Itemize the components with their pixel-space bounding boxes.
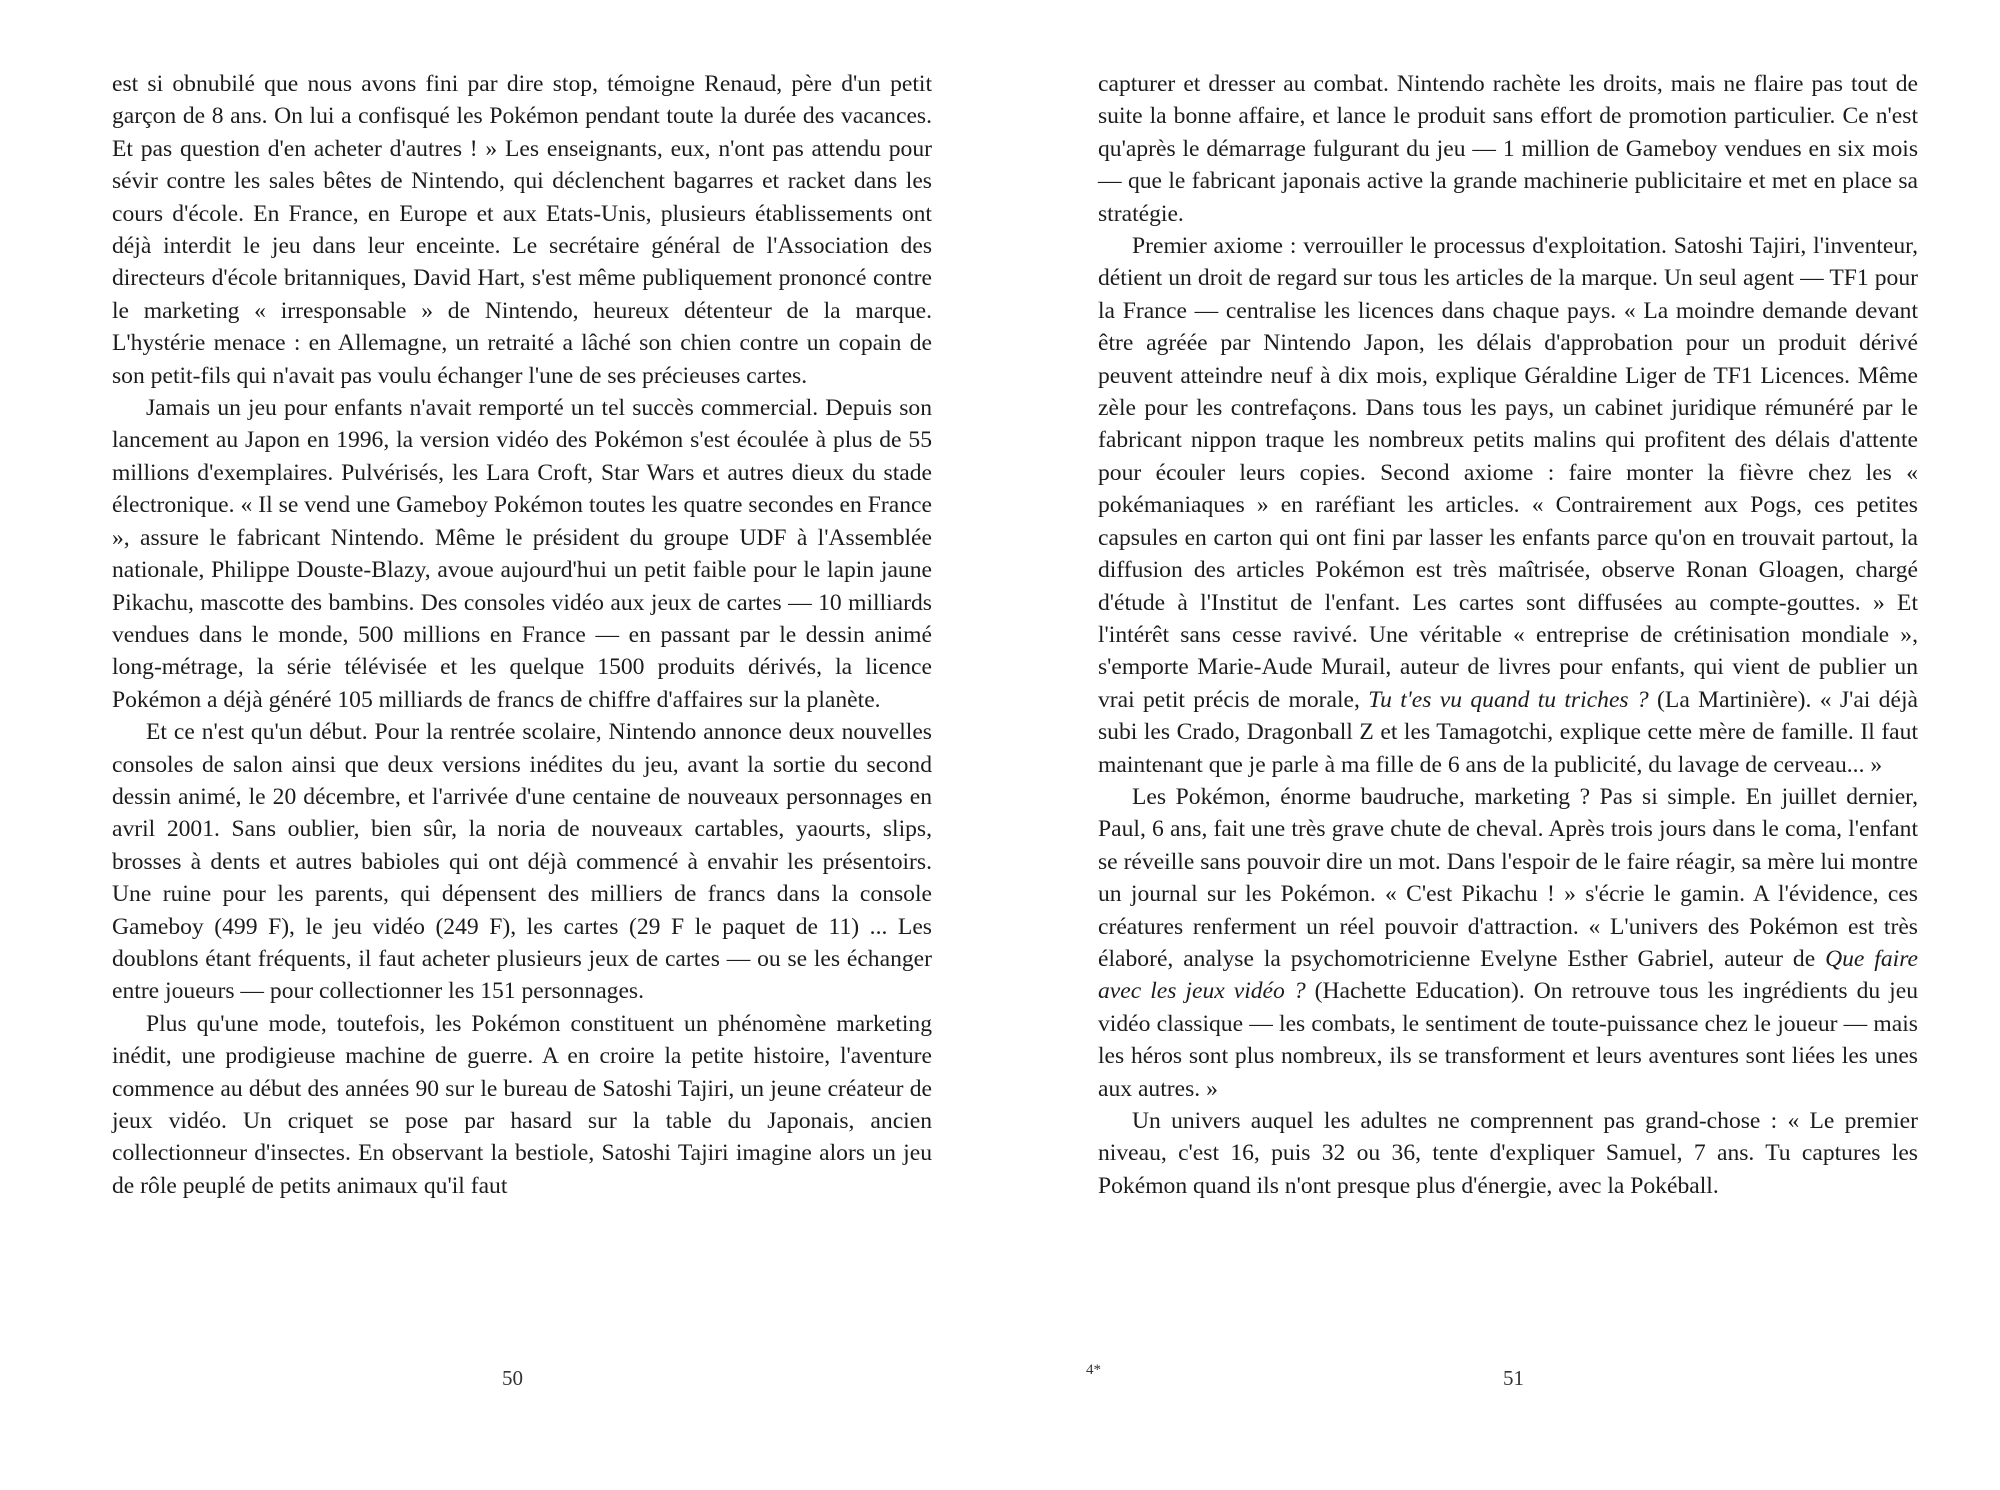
paragraph: [112, 68, 932, 392]
signature-mark: 4*: [1086, 1362, 1101, 1378]
book-title: Tu t'es vu quand tu triches ?: [1368, 686, 1649, 713]
text-run: est si obnubilé que nous avons fini par dire stop, témoigne Renaud, père d'un petit garçon de 8 ans. On lui a confisqué les Pokémon pendant toute la durée des vacances. Et pas question d'en acheter d'autres ! » Les enseignants, eux, n'ont pas attendu pour sévir contre les sales bêtes de Nintendo, qui déclenchent bagarres et racket dans les cours d'école. En France, en Europe et aux Etats-Unis, plusieurs établissements ont déjà interdit le jeu dans leur enceinte. Le secrétaire général de l'Association des directeurs d'école britanniques, David Hart, s'est même publiquement prononcé contre le marketing « irresponsable » de Nintendo, heureux détenteur de la marque. L'hystérie menace : en Allemagne, un retraité a lâché son chien contre un copain de son petit-fils qui n'avait pas voulu échanger l'une de ses précieuses cartes.: [112, 71, 932, 389]
paragraph: [112, 392, 932, 716]
text-run: Premier axiome : verrouiller le processus d'exploitation. Satoshi Tajiri, l'inventeur, détient un droit de regard sur tous les articles de la marque. Un seul agent — TF1 pour la France — centralise les licences dans chaque pays. « La moindre demande devant être agréée par Nintendo Japon, les délais d'approbation pour un produit dérivé peuvent atteindre neuf à dix mois, explique Géraldine Liger de TF1 Licences. Même zèle pour les contrefaçons. Dans tous les pays, un cabinet juridique rémunéré par le fabricant nippon traque les nombreux petits malins qui profitent des délais d'attente pour écouler leurs copies. Second axiome : faire monter la fièvre chez les « pokémaniaques » en raréfiant les articles. « Contrairement aux Pogs, ces petites capsules en carton qui ont fini par lasser les enfants parce qu'on en trouvait partout, la diffusion des articles Pokémon est très maîtrisée, observe Ronan Gloagen, chargé d'étude à l'Institut de l'enfant. Les cartes sont diffusées au compte-gouttes. » Et l'intérêt sans cesse ravivé. Une véritable « entreprise de crétinisation mondiale », s'emporte Marie-Aude Murail, auteur de livres pour enfants, qui vient de publier un vrai petit précis de morale,: [1098, 233, 1918, 713]
text-run: (La Martinière). « J'ai déjà subi les Crado, Dragonball Z et les Tamagotchi, explique cette mère de famille. Il faut maintenant que je parle à ma fille de 6 ans de la publicité, du lavage de cerveau... »: [1098, 686, 1918, 778]
text-run: Plus qu'une mode, toutefois, les Pokémon constituent un phénomène marketing inédit, une prodigieuse machine de guerre. A en croire la petite histoire, l'aventure commence au début des années 90 sur le bureau de Satoshi Tajiri, un jeune créateur de jeux vidéo. Un criquet se pose par hasard sur la table du Japonais, ancien collectionneur d'insectes. En observant la bestiole, Satoshi Tajiri imagine alors un jeu de rôle peuplé de petits animaux qu'il faut: [112, 1010, 932, 1199]
paragraph: [1098, 1105, 1918, 1202]
text-run: Un univers auquel les adultes ne comprennent pas grand-chose : « Le premier niveau, c'est 16, puis 32 ou 36, tente d'expliquer Samuel, 7 ans. Tu captures les Pokémon quand ils n'ont presque plus d'énergie, avec la Pokéball.: [1098, 1108, 1918, 1199]
paragraph: [1098, 68, 1918, 230]
right-page-number: 51: [1503, 1366, 1524, 1390]
paragraph: [112, 1008, 932, 1202]
text-run: Les Pokémon, énorme baudruche, marketing ? Pas si simple. En juillet dernier, Paul, 6 ans, fait une très grave chute de cheval. Après trois jours dans le coma, l'enfant se réveille sans pouvoir dire un mot. Dans l'espoir de le faire réagir, sa mère lui montre un journal sur les Pokémon. « C'est Pikachu ! » s'écrie le gamin. A l'évidence, ces créatures renferment un réel pouvoir d'attraction. « L'univers des Pokémon est très élaboré, analyse la psychomotricienne Evelyne Esther Gabriel, auteur de: [1098, 783, 1918, 972]
right-page-text: [1098, 68, 1918, 1202]
paragraph: [1098, 230, 1918, 781]
left-page-text: [112, 68, 932, 1202]
paragraph: [1098, 781, 1918, 1105]
paragraph: [112, 716, 932, 1008]
left-page-number: 50: [502, 1366, 523, 1390]
text-run: Et ce n'est qu'un début. Pour la rentrée scolaire, Nintendo annonce deux nouvelles consoles de salon ainsi que deux versions inédites du jeu, avant la sortie du second dessin animé, le 20 décembre, et l'arrivée d'une centaine de nouveaux personnages en avril 2001. Sans oublier, bien sûr, la noria de nouveaux cartables, yaourts, slips, brosses à dents et autres babioles qui ont déjà commencé à envahir les présentoirs. Une ruine pour les parents, qui dépensent des milliers de francs dans la console Gameboy (499 F), le jeu vidéo (249 F), les cartes (29 F le paquet de 11) ... Les doublons étant fréquents, il faut acheter plusieurs jeux de cartes — ou se les échanger entre joueurs — pour collectionner les 151 personnages.: [112, 719, 932, 1005]
text-run: Jamais un jeu pour enfants n'avait remporté un tel succès commercial. Depuis son lancement au Japon en 1996, la version vidéo des Pokémon s'est écoulée à plus de 55 millions d'exemplaires. Pulvérisés, les Lara Croft, Star Wars et autres dieux du stade électronique. « Il se vend une Gameboy Pokémon toutes les quatre secondes en France », assure le fabricant Nintendo. Même le président du groupe UDF à l'Assemblée nationale, Philippe Douste-Blazy, avoue aujourd'hui un petit faible pour le lapin jaune Pikachu, mascotte des bambins. Des consoles vidéo aux jeux de cartes — 10 milliards vendues dans le monde, 500 millions en France — en passant par le dessin animé long-métrage, la série télévisée et les quelque 1500 produits dérivés, la licence Pokémon a déjà généré 105 milliards de francs de chiffre d'affaires sur la planète.: [112, 395, 932, 713]
text-run: (Hachette Education). On retrouve tous les ingrédients du jeu vidéo classique — les combats, le sentiment de toute-puissance chez le joueur — mais les héros sont plus nombreux, ils se transforment et leurs aventures sont liées les unes aux autres. »: [1098, 978, 1918, 1102]
right-page: [1098, 68, 1918, 1358]
text-run: capturer et dresser au combat. Nintendo rachète les droits, mais ne flaire pas tout de suite la bonne affaire, et lance le produit sans effort de promotion particulier. Ce n'est qu'après le démarrage fulgurant du jeu — 1 million de Gameboy vendues en six mois — que le fabricant japonais active la grande machinerie publicitaire et met en place sa stratégie.: [1098, 71, 1918, 227]
left-page: [112, 68, 932, 1358]
book-title: Que faire avec les jeux vidéo ?: [1098, 945, 1918, 1005]
